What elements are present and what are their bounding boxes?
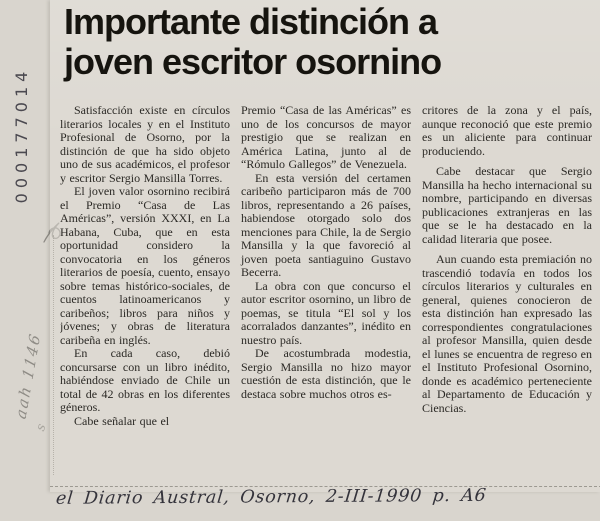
article-body [60,104,592,486]
article-column-3 [422,104,592,486]
article-column-2 [241,104,411,486]
article-paragraph: El joven valor osornino recibirá el Premio “Casa de Las Américas”, versión XXXI, en La Habana, Cuba, que en esta oportunidad considero la convocatoria en los géneros literarios de poesía, cuento, ensayo sobre temas histórico-sociales, de cuentos latinoamericanos y caribeños; libros para niños y jóvenes; y obras de literatura caribeña en inglés. [60,184,230,347]
article-column-1 [60,104,230,486]
article-paragraph: Aun cuando esta premiación no trascendió todavía en todos los círculos literarios y culturales en general, quienes conocieron de esta distinción han expresado las correspondientes congratulaciones al profesor Mansilla, quien desde el lunes se encuentra de regreso en el Instituto Profesional Osornino, donde es académico perteneciente al Departamento de Educación y Ciencias. [422,252,592,415]
article-headline [64,2,584,82]
article-paragraph: Cabe destacar que Sergio Mansilla ha hecho internacional su nombre, participando en diversas publicaciones extranjeras en las que se le ha destacado en la calidad literaria que posee. [422,164,592,246]
headline-line-2: joven escritor osornino [64,41,442,82]
article-paragraph: De acostumbrada modestia, Sergio Mansilla no hizo mayor cuestión de esta distinción, que le destaca sobre muchos otros es- [241,346,411,401]
newspaper-clipping [50,0,600,492]
article-paragraph: Satisfacción existe en círculos literarios locales y en el Instituto Profesional de Osorno, por la distinción de que ha sido objeto uno de sus académicos, el profesor y escritor Sergio Mansilla Torres. [60,104,230,185]
handwritten-margin-code: aah 1146 [11,330,45,422]
handwritten-citation: el Diario Austral, Osorno, 2-III-1990 p. A6 [55,485,488,509]
article-paragraph: critores de la zona y el país, aunque reconoció que este premio es un aliciente para continuar produciendo. [422,104,592,158]
handwritten-archive-number: 000177014 [12,66,31,204]
headline-line-1: Importante distinción a [64,1,438,42]
article-paragraph: En esta versión del certamen caribeño participaron más de 700 libros, representando a 26 países, habiendose otorgado solo dos menciones para Chile, la de Sergio Mansilla y la que favoreció al joven poeta santiaguino Gustavo Becerra. [241,170,411,279]
faint-pencil-mark: s [33,421,50,434]
article-paragraph: En cada caso, debió concursarse con un libro inédito, habiéndose enviado de Chile un total de 42 obras en los diferentes géneros. [60,346,230,414]
article-paragraph: La obra con que concurso el autor escritor osornino, un libro de poemas, se titula “El sol y los acorralados danzantes”, inédito en nuestro país. [241,278,411,347]
article-paragraph: Premio “Casa de las Américas” es uno de los concursos de mayor prestigio que se realizan en América Latina, junto al de “Rómulo Gallegos” de Venezuela. [241,104,411,171]
clipping-left-cut-edge [53,235,54,475]
article-paragraph: Cabe señalar que el [74,413,170,428]
